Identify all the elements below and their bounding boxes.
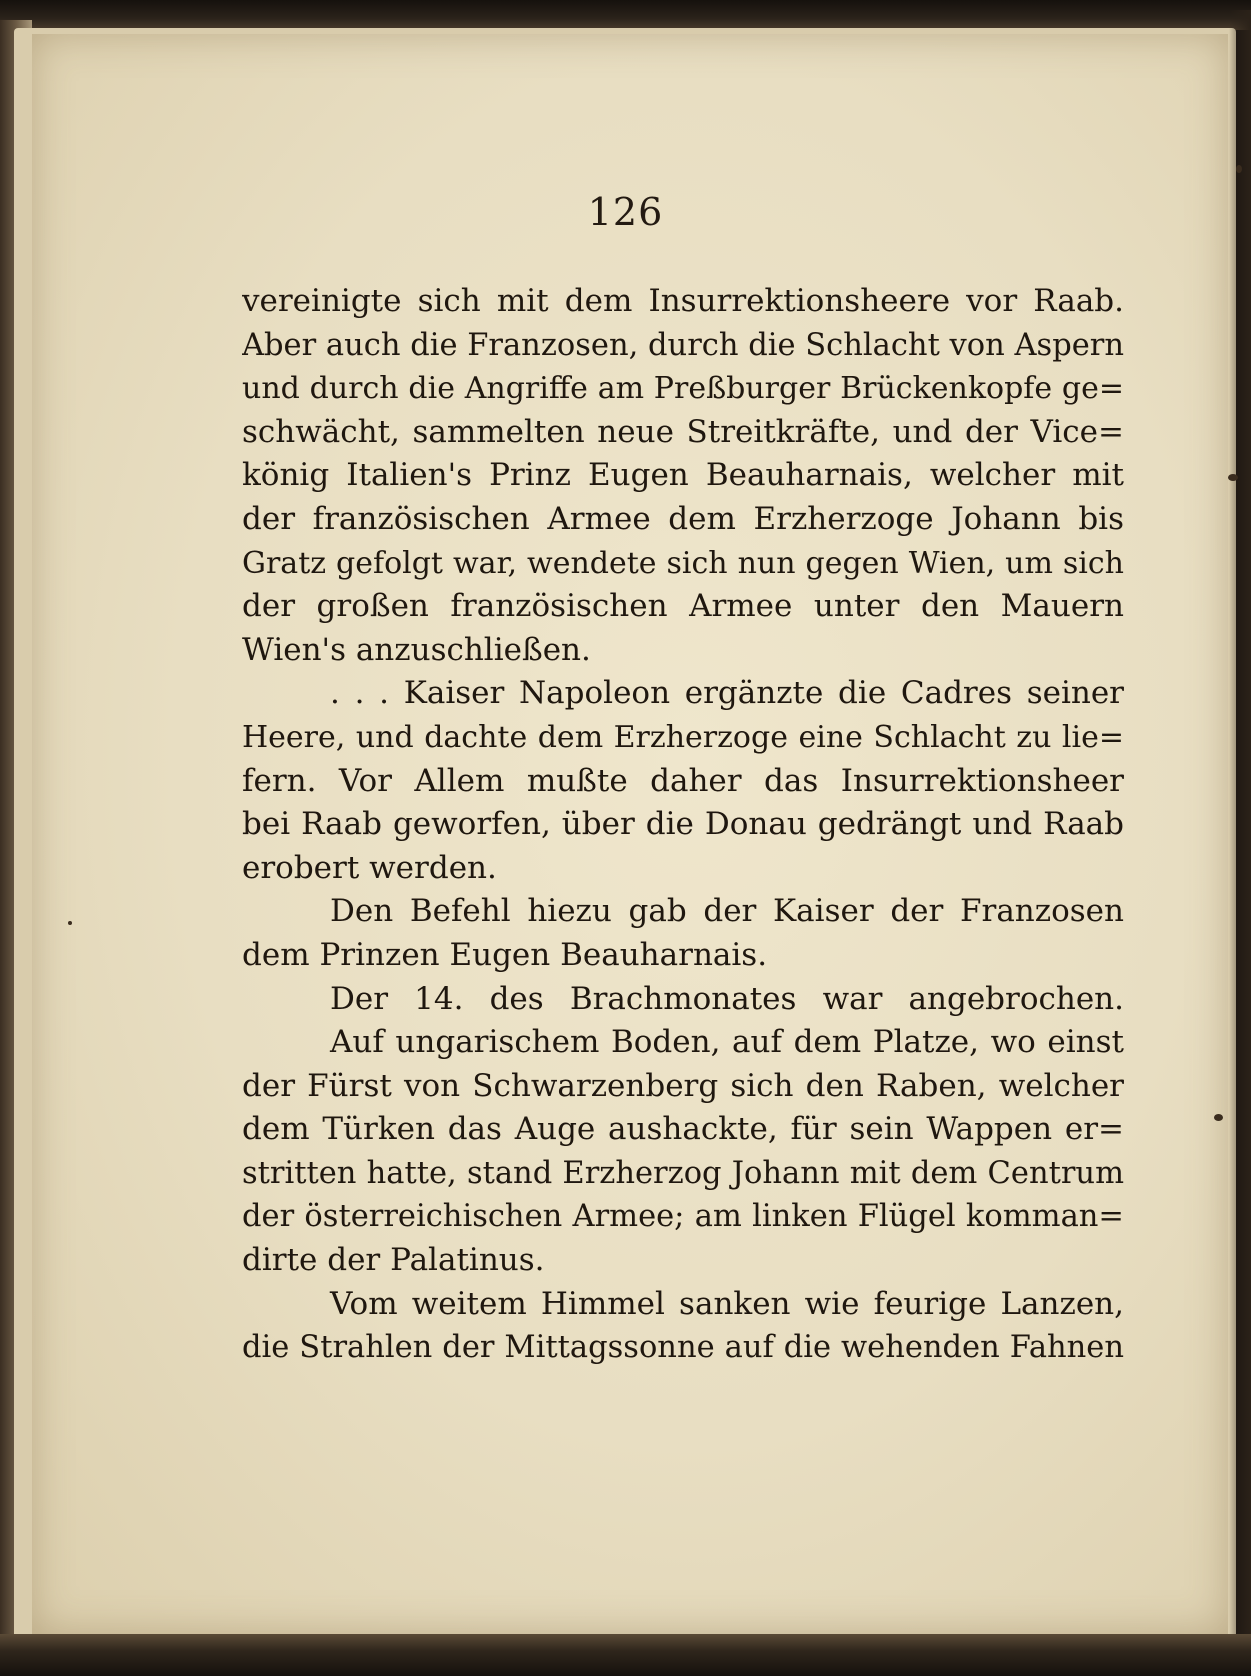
text-line: Aber auch die Franzosen, durch die Schlacht von Aspern — [242, 327, 1124, 363]
text-line: dem Türken das Auge aushackte, für sein Wappen er= — [242, 1111, 1124, 1148]
paper-speck — [68, 921, 72, 925]
paper-speck — [1236, 165, 1242, 173]
text-line: der österreichischen Armee; am linken Flügel komman= — [242, 1199, 1124, 1235]
text-line: die Strahlen der Mittagssonne auf die wehenden Fahnen — [242, 1330, 1124, 1366]
paper-speck — [1228, 474, 1238, 481]
text-line: Heere, und dachte dem Erzherzoge eine Schlacht zu lie= — [242, 719, 1124, 755]
page-number: 126 — [587, 190, 664, 234]
text-line: vereinigte sich mit dem Insurrektionsheere vor Raab. — [242, 283, 1124, 319]
text-line: Vom weitem Himmel sanken wie feurige Lanzen, — [330, 1285, 1124, 1322]
text-line: Wien's anzuschließen. — [242, 631, 591, 668]
text-line: . . . Kaiser Napoleon ergänzte die Cadres seiner — [330, 675, 1124, 712]
text-line: erobert werden. — [242, 849, 497, 886]
text-line: und durch die Angriffe am Preßburger Brückenkopfe ge= — [242, 371, 1124, 407]
book-top-edge — [0, 0, 1251, 30]
gutter-shadow — [1229, 10, 1251, 1650]
text-line: dem Prinzen Eugen Beauharnais. — [242, 936, 768, 973]
text-line: der großen französischen Armee unter den Mauern — [242, 588, 1124, 625]
text-line: bei Raab geworfen, über die Donau gedrängt und Raab — [242, 806, 1124, 843]
text-line: dirte der Palatinus. — [242, 1242, 545, 1279]
text-line: Der 14. des Brachmonates war angebrochen. — [330, 980, 1124, 1017]
text-line: der Fürst von Schwarzenberg sich den Raben, welcher — [242, 1067, 1124, 1104]
text-line: stritten hatte, stand Erzherzog Johann mit dem Centrum — [242, 1155, 1124, 1191]
text-line: Auf ungarischem Boden, auf dem Platze, wo einst — [330, 1024, 1124, 1061]
paper-speck — [1214, 1114, 1223, 1121]
text-line: schwächt, sammelten neue Streitkräfte, und der Vice= — [242, 413, 1124, 450]
text-line: Den Befehl hiezu gab der Kaiser der Franzosen — [330, 893, 1124, 930]
text-line: könig Italien's Prinz Eugen Beauharnais, welcher mit — [242, 457, 1124, 494]
text-line: fern. Vor Allem mußte daher das Insurrektionsheer — [242, 762, 1124, 799]
book-bottom-edge — [0, 1634, 1251, 1676]
text-line: Gratz gefolgt war, wendete sich nun gegen Wien, um sich — [242, 545, 1124, 581]
text-line: der französischen Armee dem Erzherzoge Johann bis — [242, 500, 1124, 537]
body-text — [242, 280, 1124, 1370]
